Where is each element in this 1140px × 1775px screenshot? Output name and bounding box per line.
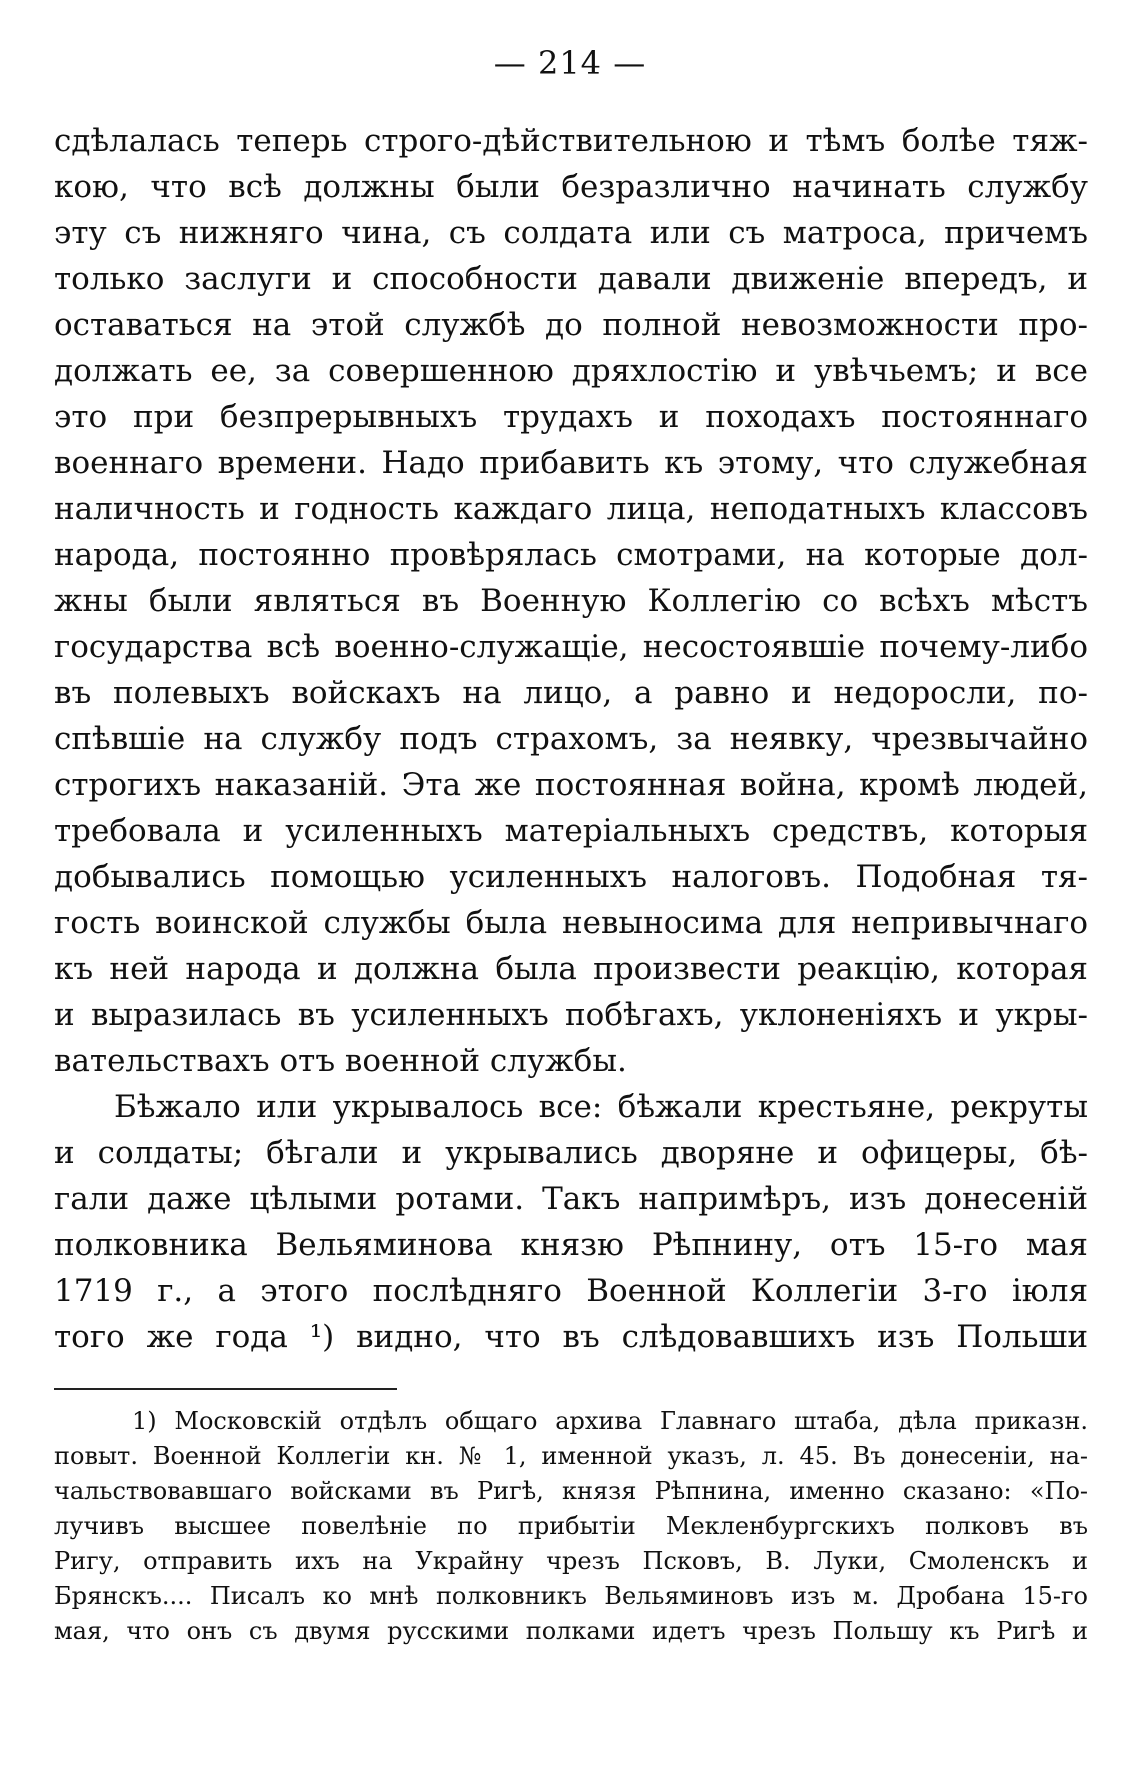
text-line: государства всѣ военно-служащіе, несостоявшіе почему-либо bbox=[54, 629, 1088, 665]
text-line: добывались помощью усиленныхъ налоговъ. Подобная тя- bbox=[54, 859, 1088, 895]
footnote-line: 1) Московскій отдѣлъ общаго архива Главнаго штаба, дѣла приказн. bbox=[132, 1407, 1088, 1435]
text-line: гали даже цѣлыми ротами. Такъ напримѣръ, изъ донесеній bbox=[54, 1181, 1088, 1217]
text-line: гость воинской службы была невыносима для непривычнаго bbox=[54, 905, 1088, 941]
footnotes bbox=[54, 1404, 1088, 1649]
text-line: и выразилась въ усиленныхъ побѣгахъ, уклоненіяхъ и укры- bbox=[54, 997, 1088, 1033]
text-line: 1719 г., а этого послѣдняго Военной Коллегіи 3-го іюля bbox=[54, 1273, 1088, 1309]
footnote-line: чальствовавшаго войсками въ Ригѣ, князя Рѣпнина, именно сказано: «По- bbox=[54, 1477, 1088, 1505]
text-line: къ ней народа и должна была произвести реакцію, которая bbox=[54, 951, 1088, 987]
text-line: оставаться на этой службѣ до полной невозможности про- bbox=[54, 307, 1088, 343]
text-line: эту съ нижняго чина, съ солдата или съ матроса, причемъ bbox=[54, 215, 1088, 251]
text-line: сдѣлалась теперь строго-дѣйствительною и тѣмъ болѣе тяж- bbox=[54, 123, 1088, 159]
text-line: и солдаты; бѣгали и укрывались дворяне и офицеры, бѣ- bbox=[54, 1135, 1088, 1171]
text-line: строгихъ наказаній. Эта же постоянная война, кромѣ людей, bbox=[54, 767, 1088, 803]
footnote-line: лучивъ высшее повелѣніе по прибытіи Мекленбургскихъ полковъ въ bbox=[54, 1512, 1088, 1540]
text-line: жны были являться въ Военную Коллегію со всѣхъ мѣстъ bbox=[54, 583, 1088, 619]
paragraph-end-line: вательствахъ отъ военной службы. bbox=[54, 1043, 627, 1079]
footnote-line: мая, что онъ съ двумя русскими полками идетъ чрезъ Польшу къ Ригѣ и bbox=[54, 1617, 1088, 1645]
footnote-line: Ригу, отправить ихъ на Украйну чрезъ Псковъ, В. Луки, Смоленскъ и bbox=[54, 1547, 1088, 1575]
page-number: — 214 — bbox=[493, 44, 647, 82]
text-line: требовала и усиленныхъ матеріальныхъ средствъ, которыя bbox=[54, 813, 1088, 849]
text-line: спѣвшіе на службу подъ страхомъ, за неявку, чрезвычайно bbox=[54, 721, 1088, 757]
text-line: народа, постоянно провѣрялась смотрами, на которые дол- bbox=[54, 537, 1088, 573]
text-line: должать ее, за совершенною дряхлостію и увѣчьемъ; и все bbox=[54, 353, 1088, 389]
text-line: полковника Вельяминова князю Рѣпнину, отъ 15-го мая bbox=[54, 1227, 1088, 1263]
text-line: въ полевыхъ войскахъ на лицо, а равно и недоросли, по- bbox=[54, 675, 1088, 711]
text-line: только заслуги и способности давали движеніе впередъ, и bbox=[54, 261, 1088, 297]
main-text bbox=[54, 118, 1088, 1360]
text-line: наличность и годность каждаго лица, неподатныхъ классовъ bbox=[54, 491, 1088, 527]
footnote-line: повыт. Военной Коллегіи кн. № 1, именной указъ, л. 45. Въ донесеніи, на- bbox=[54, 1442, 1088, 1470]
footnote-divider bbox=[54, 1388, 397, 1390]
text-line: это при безпрерывныхъ трудахъ и походахъ постояннаго bbox=[54, 399, 1088, 435]
footnote-line: Брянскъ.... Писалъ ко мнѣ полковникъ Вельяминовъ изъ м. Дробана 15-го bbox=[54, 1582, 1088, 1610]
text-line: того же года ¹) видно, что въ слѣдовавшихъ изъ Польши bbox=[54, 1319, 1088, 1355]
paragraph-start-line: Бѣжало или укрывалось все: бѣжали крестьяне, рекруты bbox=[114, 1089, 1088, 1125]
text-line: военнаго времени. Надо прибавить къ этому, что служебная bbox=[54, 445, 1088, 481]
text-line: кою, что всѣ должны были безразлично начинать службу bbox=[54, 169, 1088, 205]
